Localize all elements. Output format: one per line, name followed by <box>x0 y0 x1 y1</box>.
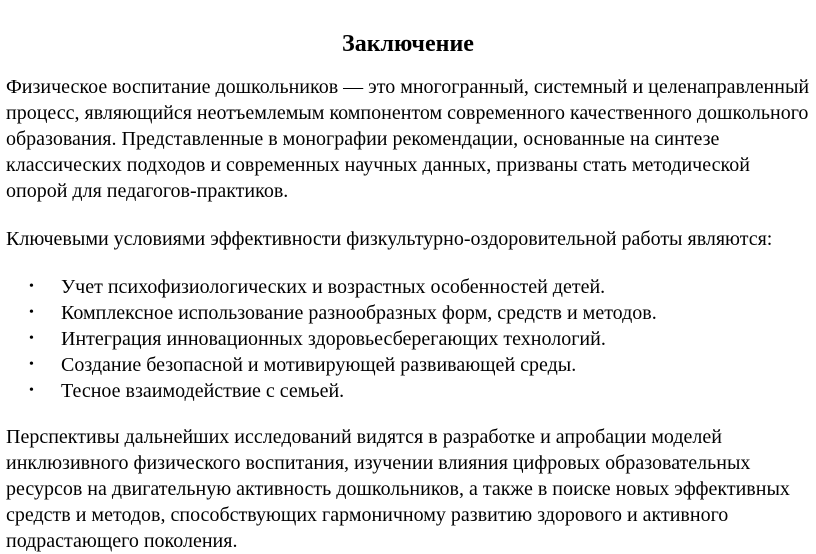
conditions-intro-paragraph: Ключевыми условиями эффективности физкультурно-оздоровительной работы являются: <box>6 228 773 250</box>
list-item <box>6 352 810 378</box>
list-item-text: Учет психофизиологических и возрастных особенностей детей. <box>61 276 606 298</box>
bullet-icon: • <box>29 279 34 294</box>
list-item <box>6 326 810 352</box>
list-item-text: Тесное взаимодействие с семьей. <box>61 380 345 402</box>
list-item-text: Комплексное использование разнообразных форм, средств и методов. <box>61 302 657 324</box>
outlook-paragraph: Перспективы дальнейших исследований видятся в разработке и апробации моделей инклюзивного физического воспитания, изучении влияния цифровых образовательных ресурсов на двигательную активность дошкольников, а также в поиске новых эффективных средств и методов, способствующих гармоничному развитию здорового и активного подрастающего поколения. <box>6 426 790 552</box>
intro-paragraph: Физическое воспитание дошкольников — это многогранный, системный и целенаправленный процесс, являющийся неотъемлемым компонентом современного качественного дошкольного образования. Представленные в монографии рекомендации, основанные на синтезе классических подходов и современных научных данных, призваны стать методической опорой для педагогов-практиков. <box>6 76 810 202</box>
list-item <box>6 274 810 300</box>
list-item-text: Интеграция инновационных здоровьесберегающих технологий. <box>61 328 606 350</box>
list-item <box>6 300 810 326</box>
bullet-icon: • <box>29 383 34 398</box>
conditions-list <box>6 274 810 404</box>
bullet-icon: • <box>29 331 34 346</box>
bullet-icon: • <box>29 357 34 372</box>
page-title: Заключение <box>342 31 474 57</box>
list-item-text: Создание безопасной и мотивирующей развивающей среды. <box>61 354 577 376</box>
list-item <box>6 378 810 404</box>
bullet-icon: • <box>29 305 34 320</box>
